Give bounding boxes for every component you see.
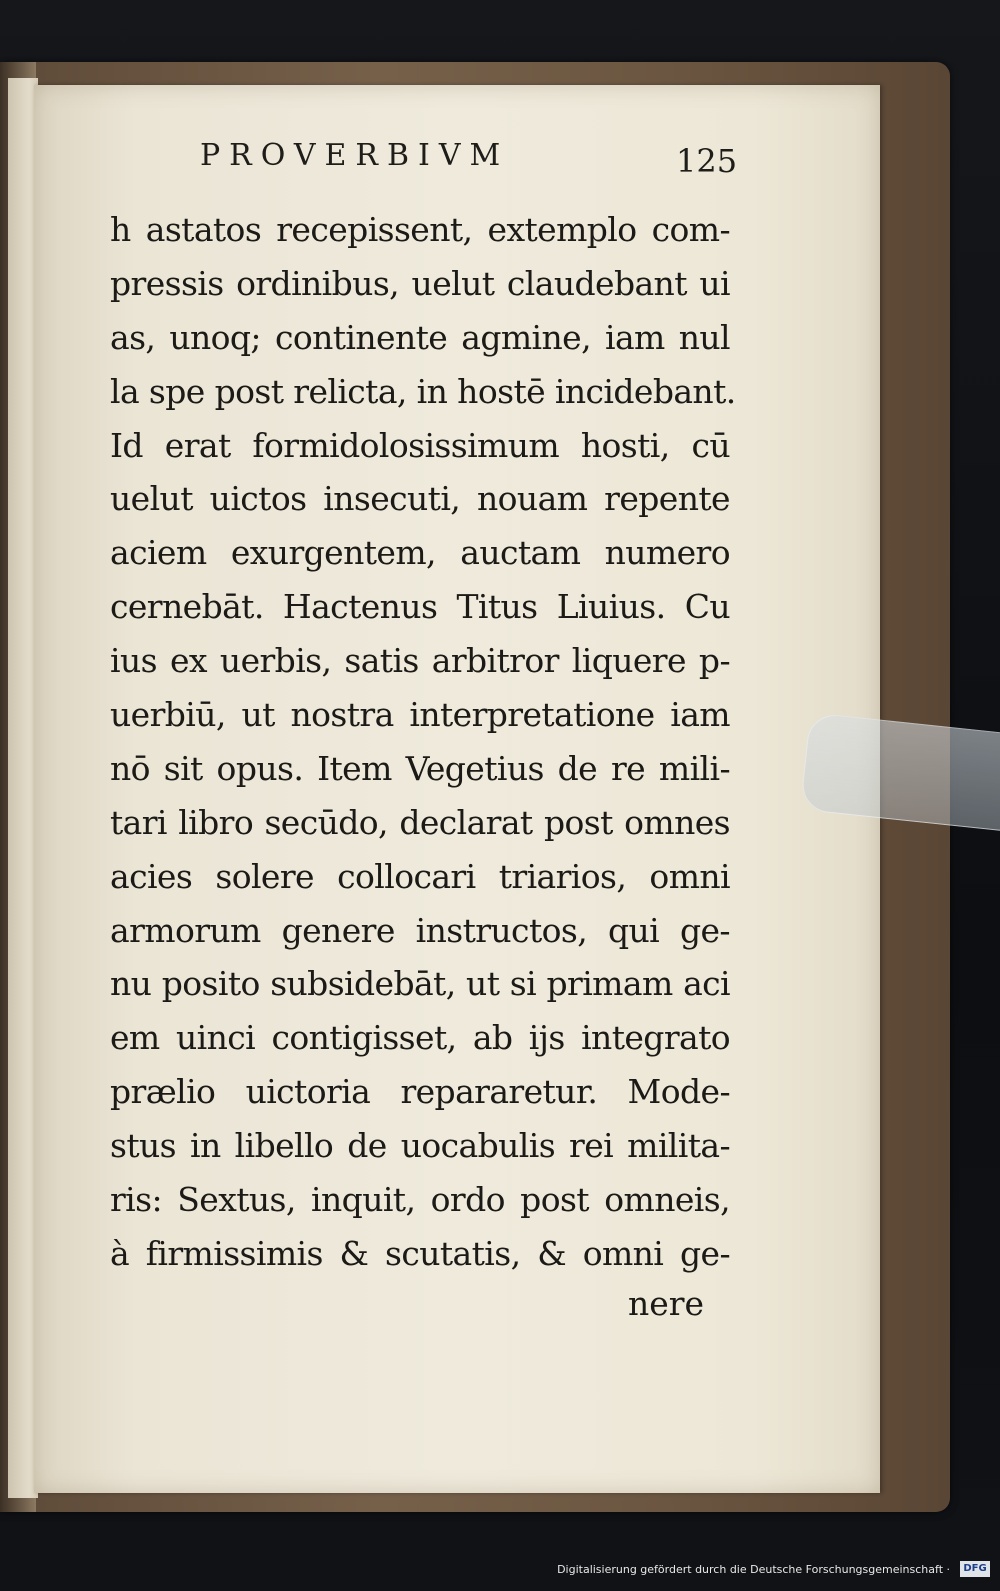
running-title: PROVERBIVM bbox=[200, 138, 510, 173]
text-line: prælio uictoria repararetur. Mode- bbox=[110, 1072, 730, 1112]
page-number: 125 bbox=[676, 142, 738, 180]
text-line: nu posito subsidebāt, ut si primam aci bbox=[110, 964, 730, 1004]
dfg-logo: DFG bbox=[960, 1561, 990, 1577]
text-line: aciem exurgentem, auctam numero bbox=[110, 533, 730, 573]
text-line: ius ex uerbis, satis arbitror liquere p- bbox=[110, 641, 730, 681]
text-block bbox=[110, 203, 736, 1281]
catchword: nere bbox=[628, 1284, 705, 1323]
text-line: acies solere collocari triarios, omni bbox=[110, 856, 730, 896]
text-line: à firmissimis & scutatis, & omni ge- bbox=[110, 1233, 730, 1273]
footer bbox=[0, 1545, 1000, 1591]
text-line: armorum genere instructos, qui ge- bbox=[110, 910, 730, 950]
text-line: uerbiū, ut nostra interpretatione iam bbox=[110, 695, 730, 735]
text-line: as, unoq; continente agmine, iam nul bbox=[110, 317, 730, 357]
text-line: Id erat formidolosissimum hosti, cū bbox=[110, 425, 730, 465]
text-line: em uinci contigisset, ab ijs integrato bbox=[110, 1018, 730, 1058]
text-line: nō sit opus. Item Vegetius de re mili- bbox=[110, 748, 730, 788]
page-header bbox=[200, 138, 740, 182]
text-line: ris: Sextus, inquit, ordo post omneis, bbox=[110, 1180, 730, 1220]
text-line: la spe post relicta, in hostē incidebant. bbox=[110, 371, 736, 411]
text-line: pressis ordinibus, uelut claudebant ui bbox=[110, 263, 730, 303]
funding-credit: Digitalisierung gefördert durch die Deutsche Forschungsgemeinschaft · bbox=[557, 1563, 950, 1576]
text-line: tari libro secūdo, declarat post omnes bbox=[110, 802, 730, 842]
text-line: stus in libello de uocabulis rei milita- bbox=[110, 1126, 730, 1166]
text-line: uelut uictos insecuti, nouam repente bbox=[110, 479, 730, 519]
text-line: h astatos recepissent, extemplo com- bbox=[110, 210, 730, 249]
text-line: cernebāt. Hactenus Titus Liuius. Cu bbox=[110, 587, 730, 627]
